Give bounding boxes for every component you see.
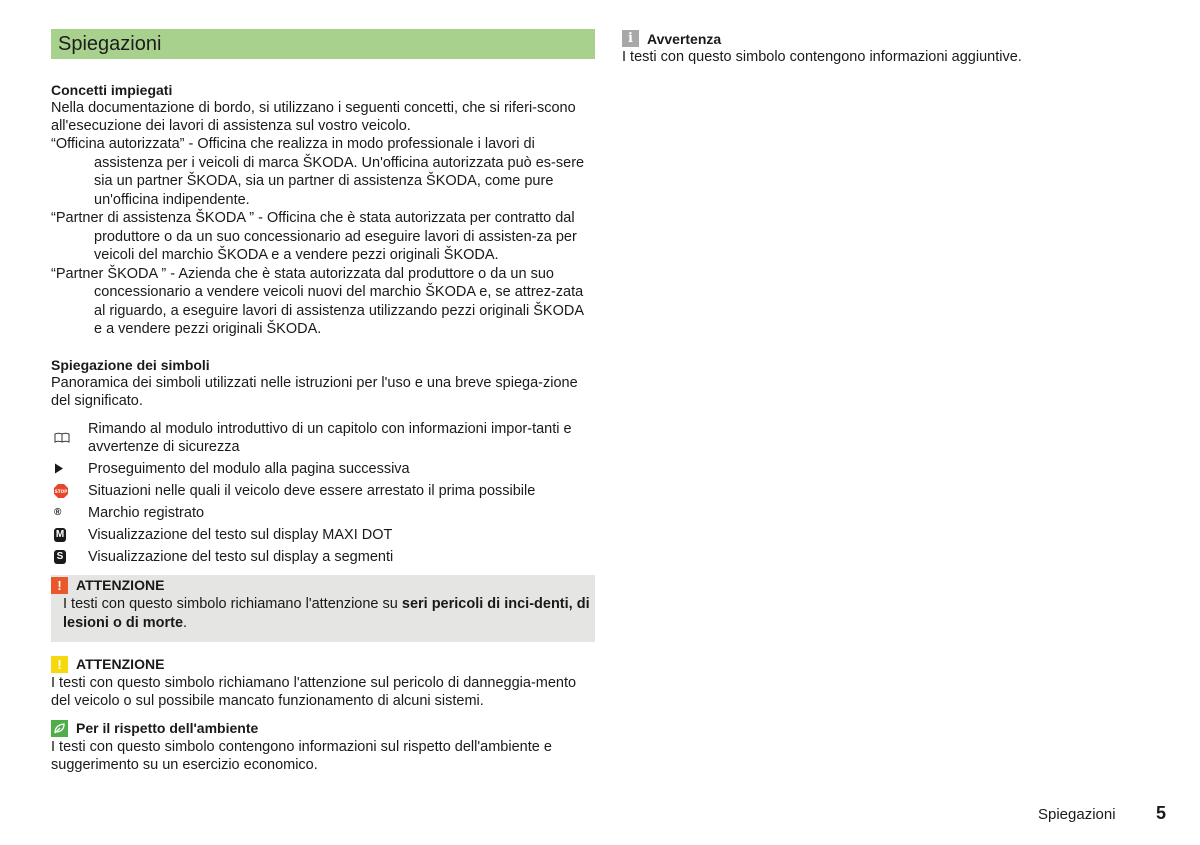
symbol-row (51, 526, 595, 544)
svg-text:STOP: STOP (54, 488, 68, 494)
symbols-intro: Panoramica dei simboli utilizzati nelle istruzioni per l'uso e una breve spiega-zione del significato. (51, 374, 578, 409)
book-icon (51, 432, 88, 444)
symbol-row (51, 504, 595, 522)
environment-title (51, 718, 595, 738)
info-icon: i (622, 30, 639, 47)
symbol-list (51, 420, 595, 566)
symbol-row (51, 548, 595, 566)
concepts-intro: Nella documentazione di bordo, si utilizzano i seguenti concetti, che si riferi-scono all'esecuzione dei lavori di assistenza sul vostro veicolo. (51, 100, 576, 134)
caution-text: I testi con questo simbolo richiamano l'attenzione sul pericolo di danneggia-mento del veicolo o sul possibile mancato funzionamento di alcuni sistemi. (51, 674, 577, 709)
page-number: 5 (1156, 803, 1167, 823)
registered-icon: ® (54, 506, 62, 518)
warning-label: ATTENZIONE (76, 577, 165, 593)
note-text: I testi con questo simbolo contengono informazioni aggiuntive. (622, 49, 1022, 65)
danger-warning-text (51, 595, 595, 633)
concept-definition: “Partner di assistenza ŠKODA ” - Officina che è stata autorizzata per contratto dal produttore o da un suo concessionario ad eseguire lavori di assisten-za per veicoli del marchio ŠKODA e a vendere pezzi originali ŠKODA. (51, 210, 577, 263)
caution-block (51, 654, 595, 710)
danger-warning-title (51, 575, 595, 595)
warning-text-plain: I testi con questo simbolo richiamano l'attenzione su (63, 595, 402, 612)
environment-label: Per il rispetto dell'ambiente (76, 720, 259, 736)
warning-text-bold: seri pericoli di inci-denti, di lesioni o di morte (63, 595, 590, 631)
symbol-text: Rimando al modulo introduttivo di un capitolo con informazioni impor-tanti e avvertenze di sicurezza (88, 420, 572, 455)
symbol-row (51, 482, 595, 500)
concept-definition: “Officina autorizzata” - Officina che realizza in modo professionale i lavori di assistenza per i veicoli di marca ŠKODA. Un'officina autorizzata può es-sere sia un partner ŠKODA, sia un partner di assistenza ŠKODA, come pure un'officina indipendente. (51, 136, 585, 208)
danger-warning-box (51, 575, 595, 642)
caution-label: ATTENZIONE (76, 656, 165, 672)
section-title: Spiegazioni (58, 32, 162, 55)
symbol-row (51, 420, 595, 456)
warning-text-end: . (183, 614, 188, 631)
note-label: Avvertenza (647, 30, 722, 47)
right-column (622, 28, 1162, 66)
footer-section-title: Spiegazioni (1038, 806, 1116, 823)
concepts-heading: Concetti impiegati (51, 82, 173, 98)
stop-sign-icon (51, 484, 88, 498)
symbol-text: Proseguimento del modulo alla pagina successiva (88, 460, 410, 477)
symbol-text: Visualizzazione del testo sul display MAXI DOT (88, 526, 393, 543)
environment-block (51, 718, 595, 774)
exclamation-icon: ! (51, 577, 68, 594)
segment-display-icon: S (51, 550, 88, 564)
symbol-row (51, 460, 595, 478)
symbols-heading: Spiegazione dei simboli (51, 356, 210, 373)
symbol-text: Marchio registrato (88, 504, 205, 521)
symbol-text: Visualizzazione del testo sul display a segmenti (88, 548, 394, 565)
environment-text: I testi con questo simbolo contengono informazioni sul rispetto dell'ambiente e suggerimento su un esercizio economico. (51, 738, 552, 773)
exclamation-icon: ! (51, 656, 68, 673)
note-title (622, 28, 1162, 48)
symbol-text: Situazioni nelle quali il veicolo deve essere arrestato il prima possibile (88, 482, 536, 499)
section-header (51, 29, 595, 59)
play-arrow-icon (51, 463, 88, 474)
maxi-dot-icon: M (55, 528, 65, 540)
left-column (51, 29, 595, 774)
concept-definition: “Partner ŠKODA ” - Azienda che è stata autorizzata dal produttore o da un suo concessionario a vendere veicoli nuovi del marchio ŠKODA e, se attrez-zata al riguardo, a eseguire lavori di assistenza utilizzando pezzi originali ŠKODA e a vendere pezzi originali ŠKODA. (51, 265, 584, 337)
caution-title (51, 654, 595, 674)
leaf-icon (51, 720, 68, 737)
